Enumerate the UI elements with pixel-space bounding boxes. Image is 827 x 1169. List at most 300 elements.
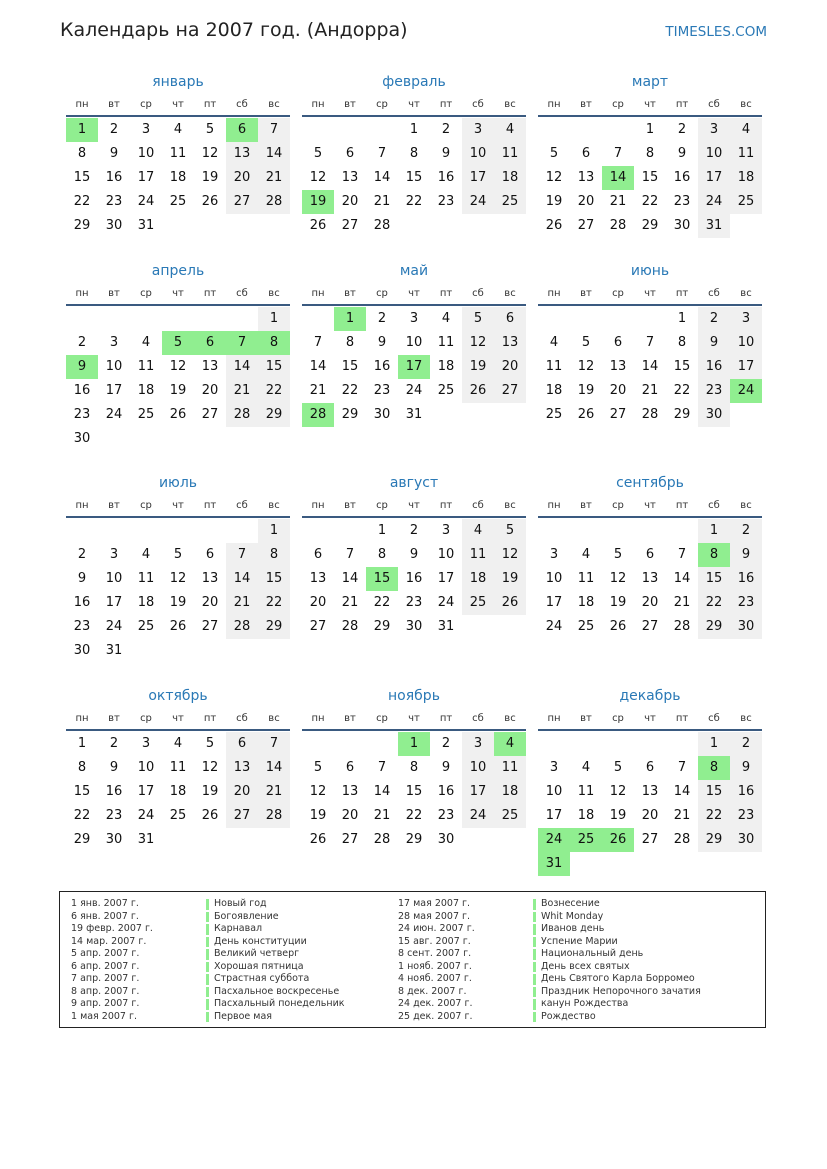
- day-cell: 20: [201, 595, 219, 610]
- day-cell: 11: [169, 146, 187, 161]
- day-cell: 2: [441, 736, 451, 751]
- day-cell: 25: [545, 407, 563, 422]
- day-cell: 25: [137, 619, 155, 634]
- day-cell: 11: [494, 142, 526, 166]
- day-cell: 7: [377, 146, 387, 161]
- day-cell: 20: [341, 808, 359, 823]
- day-cell: 4: [462, 519, 494, 543]
- legend-date: 28 мая 2007 г.: [398, 910, 471, 922]
- day-cell: 5: [494, 519, 526, 543]
- day-cell: 10: [437, 547, 455, 562]
- day-cell: 27: [641, 619, 659, 634]
- weekday-header: [66, 94, 290, 115]
- legend-marker: [533, 924, 536, 935]
- day-cell: 16: [437, 784, 455, 799]
- day-cell: 25: [137, 407, 155, 422]
- legend-marker: [533, 899, 536, 910]
- day-cell: 3: [141, 122, 151, 137]
- day-cell: 11: [730, 142, 762, 166]
- holiday-day: 14: [602, 166, 634, 190]
- day-cell: 5: [549, 146, 559, 161]
- weekday-label: ср: [612, 288, 624, 299]
- day-cell: 3: [549, 760, 559, 775]
- day-cell: 28: [341, 619, 359, 634]
- weekday-label: вс: [268, 713, 280, 724]
- day-cell: 9: [409, 547, 419, 562]
- day-cell: 19: [577, 383, 595, 398]
- day-cell: 7: [677, 547, 687, 562]
- legend-holiday-name: День конституции: [214, 935, 307, 947]
- weekday-label: вт: [108, 713, 120, 724]
- day-cell: 5: [313, 146, 323, 161]
- header-rule: [538, 729, 762, 731]
- day-cell: 12: [577, 359, 595, 374]
- day-cell: 21: [226, 591, 258, 615]
- day-cell: 17: [137, 784, 155, 799]
- legend-marker: [206, 924, 209, 935]
- day-cell: 30: [405, 619, 423, 634]
- legend-date: 8 дек. 2007 г.: [398, 985, 467, 997]
- day-cell: 29: [341, 407, 359, 422]
- day-cell: 14: [226, 355, 258, 379]
- weekday-header: [302, 283, 526, 304]
- day-cell: 2: [677, 122, 687, 137]
- day-cell: 22: [673, 383, 691, 398]
- day-cell: 15: [258, 355, 290, 379]
- day-cell: 28: [673, 619, 691, 634]
- day-cell: 4: [141, 547, 151, 562]
- day-cell: 15: [673, 359, 691, 374]
- day-cell: 2: [730, 519, 762, 543]
- day-cell: 12: [309, 170, 327, 185]
- weekday-label: пн: [75, 99, 89, 110]
- day-cell: 29: [73, 832, 91, 847]
- holiday-day: 7: [226, 331, 258, 355]
- day-cell: 5: [173, 547, 183, 562]
- day-cell: 7: [345, 547, 355, 562]
- weekday-label: чт: [408, 500, 420, 511]
- legend-holiday-name: Первое мая: [214, 1010, 272, 1022]
- holiday-day: 6: [226, 118, 258, 142]
- site-link[interactable]: TIMESLES.COM: [665, 24, 767, 40]
- day-cell: 18: [494, 780, 526, 804]
- day-cell: 26: [309, 832, 327, 847]
- day-cell: 23: [698, 379, 730, 403]
- day-cell: 4: [581, 760, 591, 775]
- day-cell: 26: [609, 619, 627, 634]
- day-cell: 17: [137, 170, 155, 185]
- weekday-label: вс: [504, 713, 516, 724]
- day-cell: 18: [169, 170, 187, 185]
- day-cell: 25: [730, 190, 762, 214]
- day-cell: 30: [730, 828, 762, 852]
- day-cell: 17: [462, 166, 494, 190]
- day-cell: 21: [258, 166, 290, 190]
- day-cell: 14: [373, 784, 391, 799]
- day-cell: 22: [258, 379, 290, 403]
- weekday-label: пт: [203, 500, 217, 511]
- holiday-day: 24: [538, 828, 570, 852]
- day-cell: 12: [609, 784, 627, 799]
- day-cell: 1: [377, 523, 387, 538]
- legend-holiday-name: Хорошая пятница: [214, 960, 304, 972]
- holiday-day: 1: [334, 307, 366, 331]
- day-cell: 23: [730, 804, 762, 828]
- weekday-label: чт: [644, 713, 656, 724]
- day-cell: 26: [577, 407, 595, 422]
- day-cell: 26: [201, 194, 219, 209]
- weekday-label: пн: [311, 288, 325, 299]
- legend-holiday-name: Вознесение: [541, 898, 600, 909]
- day-cell: 3: [462, 732, 494, 756]
- day-cell: 16: [698, 355, 730, 379]
- weekday-header: [538, 495, 762, 516]
- legend-date: 8 апр. 2007 г.: [71, 985, 140, 997]
- weekday-label: чт: [172, 500, 184, 511]
- day-cell: 17: [105, 595, 123, 610]
- legend-date: 24 июн. 2007 г.: [398, 923, 475, 934]
- day-cell: 2: [377, 311, 387, 326]
- day-cell: 22: [373, 595, 391, 610]
- weekday-label: пт: [439, 713, 453, 724]
- weekday-label: пт: [439, 288, 453, 299]
- day-cell: 2: [77, 547, 87, 562]
- month-name: апрель: [151, 263, 205, 279]
- day-cell: 23: [437, 194, 455, 209]
- weekday-label: сб: [472, 713, 484, 724]
- day-cell: 2: [409, 523, 419, 538]
- day-cell: 27: [641, 832, 659, 847]
- weekday-label: вс: [504, 500, 516, 511]
- month-6: [538, 259, 762, 426]
- day-cell: 9: [441, 146, 451, 161]
- weekday-header: [66, 283, 290, 304]
- header-rule: [538, 304, 762, 306]
- month-12: [538, 684, 762, 875]
- day-cell: 10: [137, 760, 155, 775]
- day-cell: 13: [309, 571, 327, 586]
- day-cell: 1: [258, 307, 290, 331]
- day-cell: 30: [373, 407, 391, 422]
- header-rule: [538, 516, 762, 518]
- weekday-label: чт: [408, 288, 420, 299]
- day-cell: 17: [462, 780, 494, 804]
- day-cell: 4: [441, 311, 451, 326]
- day-cell: 29: [258, 615, 290, 639]
- day-cell: 1: [698, 732, 730, 756]
- day-cell: 18: [137, 383, 155, 398]
- day-cell: 6: [345, 760, 355, 775]
- day-cell: 31: [437, 619, 455, 634]
- day-cell: 8: [77, 146, 87, 161]
- day-cell: 25: [169, 808, 187, 823]
- weekday-label: вт: [344, 500, 356, 511]
- legend-marker: [533, 999, 536, 1010]
- weekday-label: пт: [675, 713, 689, 724]
- weekday-label: ср: [376, 99, 388, 110]
- day-cell: 23: [373, 383, 391, 398]
- month-name: август: [389, 475, 439, 491]
- day-cell: 19: [462, 355, 494, 379]
- day-cell: 16: [105, 784, 123, 799]
- weekday-label: пн: [75, 500, 89, 511]
- month-10: [66, 684, 290, 851]
- day-cell: 3: [549, 547, 559, 562]
- day-cell: 18: [545, 383, 563, 398]
- weekday-label: сб: [236, 500, 248, 511]
- day-cell: 30: [105, 832, 123, 847]
- day-cell: 8: [258, 543, 290, 567]
- day-cell: 27: [226, 190, 258, 214]
- day-cell: 22: [73, 194, 91, 209]
- day-cell: 10: [405, 335, 423, 350]
- day-cell: 18: [462, 567, 494, 591]
- weekday-label: вс: [740, 288, 752, 299]
- day-cell: 22: [641, 194, 659, 209]
- day-cell: 28: [226, 615, 258, 639]
- legend-marker: [533, 987, 536, 998]
- header-rule: [66, 729, 290, 731]
- legend-date: 17 мая 2007 г.: [398, 898, 471, 909]
- day-cell: 8: [345, 335, 355, 350]
- month-7: [66, 471, 290, 662]
- weekday-label: пн: [311, 99, 325, 110]
- day-cell: 2: [441, 122, 451, 137]
- day-cell: 5: [613, 547, 623, 562]
- day-cell: 18: [577, 595, 595, 610]
- day-cell: 10: [698, 142, 730, 166]
- day-cell: 14: [673, 571, 691, 586]
- day-cell: 13: [341, 784, 359, 799]
- day-cell: 13: [201, 571, 219, 586]
- legend-date: 8 сент. 2007 г.: [398, 948, 472, 959]
- holiday-day: 25: [570, 828, 602, 852]
- legend-holiday-name: Пасхальный понедельник: [214, 998, 345, 1009]
- weekday-label: вс: [740, 713, 752, 724]
- day-cell: 21: [309, 383, 327, 398]
- day-cell: 19: [201, 784, 219, 799]
- day-cell: 9: [441, 760, 451, 775]
- day-cell: 12: [201, 760, 219, 775]
- day-cell: 30: [437, 832, 455, 847]
- day-cell: 22: [698, 591, 730, 615]
- weekday-label: вс: [268, 99, 280, 110]
- day-cell: 20: [494, 355, 526, 379]
- day-cell: 19: [609, 808, 627, 823]
- day-cell: 13: [226, 756, 258, 780]
- day-cell: 8: [377, 547, 387, 562]
- day-cell: 19: [309, 808, 327, 823]
- weekday-label: чт: [408, 99, 420, 110]
- day-cell: 15: [405, 784, 423, 799]
- day-cell: 23: [105, 194, 123, 209]
- holiday-day: 26: [602, 828, 634, 852]
- weekday-label: чт: [644, 500, 656, 511]
- weekday-label: пт: [203, 99, 217, 110]
- day-cell: 26: [494, 591, 526, 615]
- weekday-label: чт: [172, 713, 184, 724]
- day-cell: 11: [494, 756, 526, 780]
- day-cell: 10: [545, 571, 563, 586]
- day-cell: 27: [309, 619, 327, 634]
- day-cell: 21: [609, 194, 627, 209]
- day-cell: 3: [109, 547, 119, 562]
- day-cell: 2: [109, 736, 119, 751]
- day-cell: 15: [258, 567, 290, 591]
- weekday-label: пн: [547, 500, 561, 511]
- day-cell: 17: [730, 355, 762, 379]
- day-cell: 29: [405, 832, 423, 847]
- day-cell: 10: [730, 331, 762, 355]
- legend-marker: [533, 937, 536, 948]
- day-cell: 3: [441, 523, 451, 538]
- weekday-label: чт: [172, 288, 184, 299]
- day-cell: 20: [226, 780, 258, 804]
- weekday-label: вс: [268, 288, 280, 299]
- day-cell: 29: [698, 828, 730, 852]
- weekday-header: [302, 495, 526, 516]
- day-cell: 29: [641, 218, 659, 233]
- day-cell: 29: [258, 403, 290, 427]
- day-grid: [66, 732, 290, 852]
- weekday-label: пн: [311, 713, 325, 724]
- month-name: ноябрь: [388, 688, 440, 704]
- day-grid: [538, 307, 762, 427]
- day-cell: 10: [462, 142, 494, 166]
- day-cell: 12: [462, 331, 494, 355]
- day-cell: 24: [137, 194, 155, 209]
- month-name: сентябрь: [616, 475, 684, 491]
- month-8: [302, 471, 526, 638]
- weekday-label: чт: [172, 99, 184, 110]
- weekday-label: чт: [408, 713, 420, 724]
- day-cell: 24: [462, 190, 494, 214]
- day-cell: 9: [377, 335, 387, 350]
- day-cell: 24: [462, 804, 494, 828]
- day-cell: 11: [577, 784, 595, 799]
- weekday-label: ср: [140, 500, 152, 511]
- day-cell: 20: [341, 194, 359, 209]
- day-cell: 30: [73, 643, 91, 658]
- weekday-label: вт: [580, 500, 592, 511]
- weekday-label: вт: [344, 288, 356, 299]
- weekday-label: сб: [236, 288, 248, 299]
- header-rule: [302, 304, 526, 306]
- day-cell: 5: [613, 760, 623, 775]
- weekday-label: ср: [140, 288, 152, 299]
- day-cell: 17: [105, 383, 123, 398]
- day-cell: 4: [549, 335, 559, 350]
- day-cell: 16: [437, 170, 455, 185]
- day-cell: 27: [577, 218, 595, 233]
- day-cell: 1: [258, 519, 290, 543]
- month-name: январь: [152, 74, 204, 90]
- day-cell: 2: [109, 122, 119, 137]
- month-name: февраль: [382, 74, 446, 90]
- month-name: октябрь: [148, 688, 208, 704]
- day-cell: 31: [698, 214, 730, 238]
- day-cell: 12: [169, 571, 187, 586]
- day-cell: 14: [258, 142, 290, 166]
- legend-date: 9 апр. 2007 г.: [71, 998, 140, 1009]
- weekday-header: [538, 94, 762, 115]
- day-cell: 21: [641, 383, 659, 398]
- day-cell: 22: [405, 194, 423, 209]
- day-cell: 8: [409, 146, 419, 161]
- day-cell: 9: [698, 331, 730, 355]
- day-cell: 31: [105, 643, 123, 658]
- weekday-header: [66, 495, 290, 516]
- day-cell: 20: [641, 595, 659, 610]
- day-cell: 19: [609, 595, 627, 610]
- legend-marker: [533, 974, 536, 985]
- day-cell: 13: [341, 170, 359, 185]
- weekday-label: вс: [268, 500, 280, 511]
- header-rule: [302, 516, 526, 518]
- weekday-label: пт: [675, 500, 689, 511]
- day-cell: 11: [137, 359, 155, 374]
- day-cell: 13: [226, 142, 258, 166]
- day-cell: 18: [494, 166, 526, 190]
- day-cell: 11: [437, 335, 455, 350]
- day-cell: 12: [545, 170, 563, 185]
- legend-date: 1 нояб. 2007 г.: [398, 960, 472, 972]
- day-grid: [302, 307, 526, 427]
- day-cell: 10: [545, 784, 563, 799]
- legend-date: 1 янв. 2007 г.: [71, 898, 139, 909]
- weekday-label: вт: [580, 713, 592, 724]
- holiday-day: 9: [66, 355, 98, 379]
- weekday-label: сб: [472, 99, 484, 110]
- day-cell: 8: [645, 146, 655, 161]
- day-cell: 7: [377, 760, 387, 775]
- month-name: декабрь: [619, 688, 681, 704]
- weekday-label: пт: [203, 713, 217, 724]
- day-cell: 9: [77, 571, 87, 586]
- day-cell: 19: [201, 170, 219, 185]
- weekday-label: ср: [376, 288, 388, 299]
- day-grid: [66, 118, 290, 238]
- day-cell: 16: [730, 567, 762, 591]
- day-cell: 18: [437, 359, 455, 374]
- day-cell: 6: [226, 732, 258, 756]
- day-cell: 4: [581, 547, 591, 562]
- weekday-label: пн: [547, 99, 561, 110]
- day-cell: 28: [226, 403, 258, 427]
- holiday-day: 8: [698, 543, 730, 567]
- day-cell: 23: [730, 591, 762, 615]
- legend-holiday-name: Рождество: [541, 1010, 596, 1022]
- day-cell: 28: [673, 832, 691, 847]
- day-cell: 6: [205, 547, 215, 562]
- day-cell: 19: [545, 194, 563, 209]
- day-cell: 1: [77, 736, 87, 751]
- weekday-label: вс: [740, 500, 752, 511]
- holiday-legend: [59, 891, 766, 1028]
- day-cell: 5: [205, 736, 215, 751]
- legend-date: 1 мая 2007 г.: [71, 1010, 137, 1022]
- day-cell: 25: [494, 804, 526, 828]
- day-cell: 13: [201, 359, 219, 374]
- day-cell: 30: [673, 218, 691, 233]
- day-cell: 16: [673, 170, 691, 185]
- weekday-label: вс: [504, 288, 516, 299]
- day-cell: 28: [258, 804, 290, 828]
- legend-holiday-name: Успение Марии: [541, 935, 618, 947]
- legend-marker: [206, 999, 209, 1010]
- day-cell: 7: [258, 732, 290, 756]
- weekday-label: ср: [612, 99, 624, 110]
